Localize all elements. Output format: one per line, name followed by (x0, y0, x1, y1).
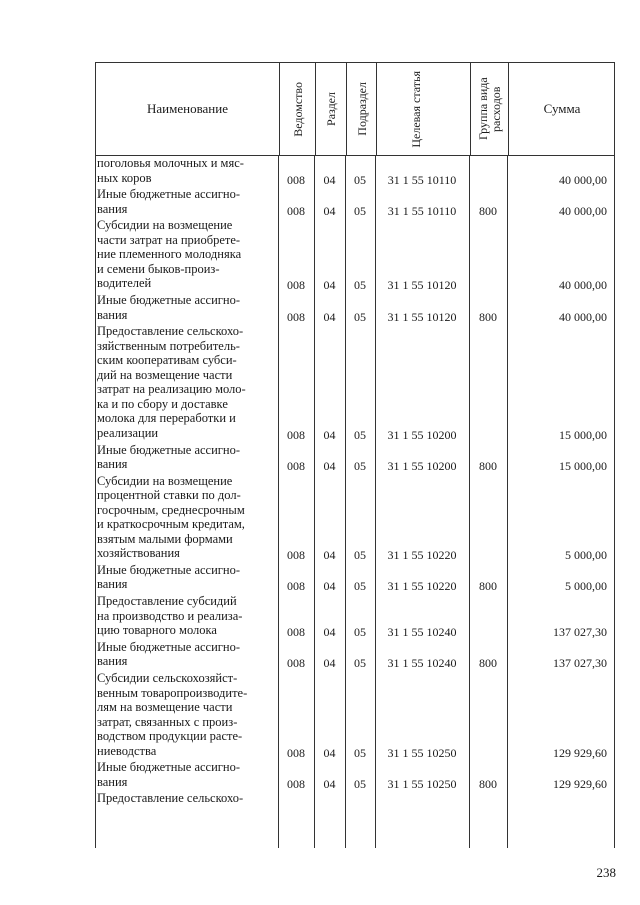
row-ved: 008 (287, 776, 305, 791)
page-number: 238 (596, 865, 616, 880)
header-razdel-cell (315, 63, 347, 155)
row-pod: 05 (354, 309, 366, 324)
row-sum: 15 000,00 (559, 459, 607, 473)
header-vedomstvo: Ведомство (290, 81, 305, 137)
row-name (97, 293, 269, 322)
column-divider (278, 156, 279, 848)
row-name-line: Иные бюджетные ассигно- (97, 293, 241, 308)
row-pod: 05 (354, 203, 366, 218)
row-cel: 31 1 55 10250 (387, 745, 457, 760)
row-sum: 40 000,00 (559, 172, 607, 187)
row-name-line: затрат, связанных с произ- (97, 714, 238, 729)
row-ved: 008 (287, 427, 305, 442)
row-grp: 800 (479, 309, 497, 324)
row-raz: 04 (323, 278, 336, 293)
row-name-line: лям на возмещение части (97, 700, 233, 714)
row-cel: 31 1 55 10110 (387, 203, 457, 218)
row-ved: 008 (287, 579, 305, 594)
header-name: Наименование (147, 101, 228, 116)
row-name-line: процентной ставки по дол- (97, 488, 241, 503)
row-raz: 04 (323, 309, 336, 324)
row-name-line: на производство и реализа- (97, 608, 243, 623)
row-name-line: ние племенного молодняка (97, 247, 242, 262)
row-cel: 31 1 55 10110 (387, 172, 457, 187)
row-raz: 04 (323, 625, 336, 640)
row-cel: 31 1 55 10200 (387, 427, 457, 442)
row-name-line: взятым малыми формами (97, 531, 233, 546)
row-name-line: Предоставление сельскохо- (97, 791, 244, 806)
row-cel: 31 1 55 10240 (387, 656, 457, 671)
header-podrazdel: Подраздел (354, 82, 369, 136)
row-name (97, 563, 269, 592)
row-cel: 31 1 55 10200 (387, 459, 457, 473)
row-cel: 31 1 55 10240 (387, 625, 457, 640)
row-cel: 31 1 55 10220 (387, 579, 457, 594)
table-left-border (95, 156, 96, 848)
row-cel: 31 1 55 10120 (387, 278, 457, 293)
row-name-line: водством продукции расте- (97, 729, 243, 743)
row-pod: 05 (354, 625, 366, 640)
column-divider (375, 156, 376, 848)
row-pod: 05 (354, 745, 366, 760)
row-name-line: ных коров (97, 170, 152, 185)
row-name-line: ским кооперативам субси- (97, 353, 237, 368)
table-body (95, 156, 615, 848)
row-name-line: хозяйствования (97, 546, 180, 561)
row-name-line: дий на возмещение части (97, 367, 233, 382)
row-name-line: вания (97, 457, 128, 471)
row-name-line: Иные бюджетные ассигно- (97, 442, 241, 457)
row-pod: 05 (354, 656, 366, 671)
header-name-cell (96, 63, 279, 155)
row-sum: 5 000,00 (565, 548, 607, 563)
header-podrazdel-cell (346, 63, 377, 155)
row-name-line: вания (97, 654, 128, 669)
column-divider (314, 156, 315, 848)
row-raz: 04 (323, 579, 336, 594)
row-name-line: ниеводства (97, 743, 157, 758)
row-ved: 008 (287, 745, 305, 760)
header-summa: Сумма (543, 101, 581, 116)
row-name-line: и краткосрочным кредитам, (97, 517, 245, 532)
row-pod: 05 (354, 548, 366, 563)
row-pod: 05 (354, 579, 366, 594)
row-ved: 008 (287, 548, 305, 563)
row-name (97, 760, 269, 789)
table-right-border (614, 156, 615, 848)
row-sum: 137 027,30 (553, 656, 607, 671)
row-name-line: вания (97, 201, 128, 216)
row-grp: 800 (479, 776, 497, 791)
row-name (97, 474, 269, 561)
row-raz: 04 (323, 656, 336, 671)
row-pod: 05 (354, 172, 366, 187)
row-grp: 800 (479, 579, 497, 594)
row-ved: 008 (287, 203, 305, 218)
row-name-line: молока для переработки и (97, 411, 236, 426)
row-name-line: вания (97, 577, 128, 592)
header-celevaya: Целевая статья (409, 70, 423, 148)
column-divider (507, 156, 508, 848)
row-name-line: Субсидии на возмещение (97, 218, 233, 233)
header-gruppa: Группа вида расходов (476, 77, 503, 141)
row-name-line: Предоставление субсидий (97, 594, 237, 609)
header-celevaya-cell (376, 63, 471, 155)
row-grp: 800 (479, 459, 497, 473)
row-name (97, 187, 269, 216)
row-name-line: поголовья молочных и мяс- (97, 156, 244, 170)
row-cel: 31 1 55 10120 (387, 309, 457, 324)
row-sum: 40 000,00 (559, 203, 607, 218)
row-pod: 05 (354, 278, 366, 293)
row-name (97, 791, 269, 806)
row-name-line: Предоставление сельскохо- (97, 324, 244, 339)
row-cel: 31 1 55 10250 (387, 776, 457, 791)
table-header (95, 62, 615, 156)
row-raz: 04 (323, 427, 336, 442)
row-ved: 008 (287, 278, 305, 293)
row-name-line: вания (97, 774, 128, 789)
row-name-line: водителей (97, 276, 152, 291)
row-name-line: Субсидии на возмещение (97, 473, 233, 488)
row-ved: 008 (287, 656, 305, 671)
row-name-line: Иные бюджетные ассигно- (97, 562, 241, 577)
row-name-line: Субсидии сельскохозяйст- (97, 671, 238, 685)
row-sum: 129 929,60 (553, 745, 607, 760)
row-name (97, 640, 269, 669)
row-name-line: ка и по сбору и доставке (97, 396, 228, 411)
row-ved: 008 (287, 309, 305, 324)
row-name (97, 324, 269, 440)
row-sum: 129 929,60 (553, 776, 607, 791)
row-raz: 04 (323, 548, 336, 563)
row-ved: 008 (287, 459, 305, 473)
row-sum: 5 000,00 (565, 579, 607, 594)
row-raz: 04 (323, 776, 336, 791)
row-name-line: реализации (97, 425, 159, 440)
row-raz: 04 (323, 203, 336, 218)
row-raz: 04 (323, 745, 336, 760)
header-gruppa-cell (470, 63, 509, 155)
row-cel: 31 1 55 10220 (387, 548, 457, 563)
row-name-line: части затрат на приобрете- (97, 232, 241, 247)
column-divider (345, 156, 346, 848)
row-name-line: госрочным, среднесрочным (97, 502, 245, 517)
row-sum: 40 000,00 (559, 309, 607, 324)
column-divider (469, 156, 470, 848)
row-ved: 008 (287, 172, 305, 187)
row-pod: 05 (354, 459, 366, 473)
row-name-line: Иные бюджетные ассигно- (97, 760, 241, 775)
header-razdel: Раздел (324, 92, 338, 126)
row-name (97, 218, 269, 291)
row-name (97, 594, 269, 638)
header-summa-cell (508, 63, 615, 155)
row-raz: 04 (323, 172, 336, 187)
row-grp: 800 (479, 203, 497, 218)
row-sum: 137 027,30 (553, 625, 607, 640)
row-name (97, 671, 269, 758)
row-name (97, 156, 269, 185)
row-name-line: Иные бюджетные ассигно- (97, 187, 241, 202)
row-ved: 008 (287, 625, 305, 640)
row-raz: 04 (323, 459, 336, 473)
row-sum: 40 000,00 (559, 278, 607, 293)
row-name-line: и семени быков-произ- (97, 261, 220, 276)
row-name-line: Иные бюджетные ассигно- (97, 639, 241, 654)
row-name-line: цию товарного молока (97, 623, 217, 638)
header-vedomstvo-cell (279, 63, 316, 155)
row-name-line: затрат на реализацию моло- (97, 382, 246, 397)
row-grp: 800 (479, 656, 497, 671)
row-pod: 05 (354, 427, 366, 442)
row-name-line: зяйственным потребитель- (97, 338, 240, 353)
row-name-line: венным товаропроизводите- (97, 685, 248, 700)
row-name (97, 443, 269, 472)
row-pod: 05 (354, 776, 366, 791)
row-sum: 15 000,00 (559, 427, 607, 442)
row-name-line: вания (97, 307, 128, 322)
